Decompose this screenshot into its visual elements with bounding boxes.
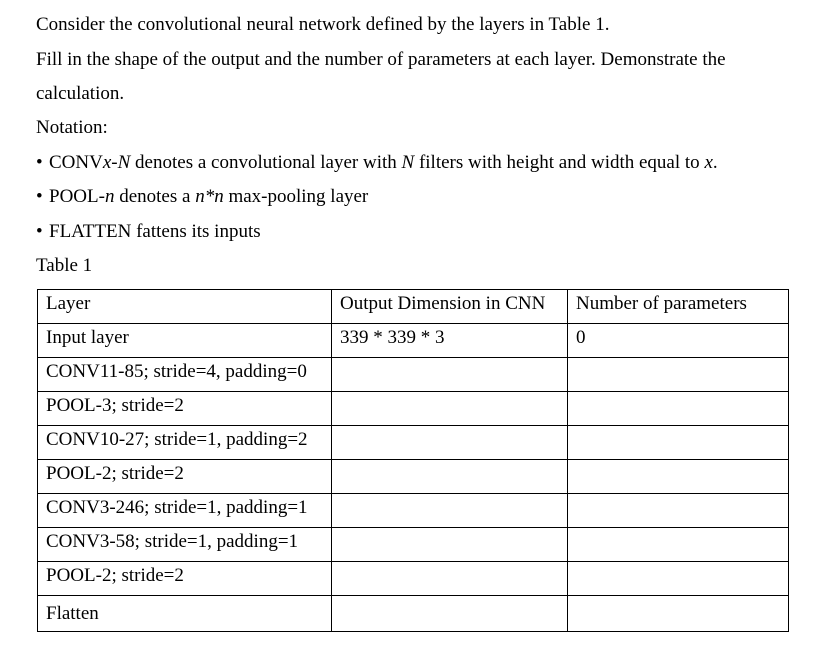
cell-parameters[interactable]: [568, 426, 789, 460]
bullet-symbol: •: [36, 186, 43, 207]
table-row: [38, 426, 789, 460]
cell-layer: CONV3-58; stride=1, padding=1: [38, 528, 332, 562]
cell-parameters[interactable]: [568, 392, 789, 426]
bullet-pool: [36, 186, 368, 208]
bullet-pool-n: n: [104, 186, 115, 207]
intro-line-1: Consider the convolutional neural network defined by the layers in Table 1.: [36, 14, 610, 35]
bullet-symbol: •: [36, 221, 43, 242]
table-header-row: [38, 290, 789, 324]
table-row: [38, 392, 789, 426]
intro-line-2: Fill in the shape of the output and the number of parameters at each layer. Demonstrate the: [36, 49, 726, 70]
bullet-conv-dash: -: [111, 152, 118, 173]
header-layer: Layer: [38, 290, 332, 324]
bullet-conv-n: N: [401, 152, 415, 173]
cell-parameters[interactable]: 0: [568, 324, 789, 358]
table-row: [38, 562, 789, 596]
bullet-conv-x: x: [102, 152, 112, 173]
cell-parameters[interactable]: [568, 562, 789, 596]
table-row: [38, 460, 789, 494]
bullet-conv-text: filters with height and width equal to: [414, 152, 705, 173]
table-row: [38, 358, 789, 392]
cell-layer: POOL-3; stride=2: [38, 392, 332, 426]
header-number-of-parameters: Number of parameters: [568, 290, 789, 324]
bullet-flatten: [36, 221, 261, 243]
table-caption: Table 1: [36, 255, 93, 276]
cell-output-dimension[interactable]: 339 * 339 * 3: [332, 324, 568, 358]
notation-label: Notation:: [36, 117, 108, 138]
cell-parameters[interactable]: [568, 460, 789, 494]
header-output-dimension: Output Dimension in CNN: [332, 290, 568, 324]
cell-layer: Input layer: [38, 324, 332, 358]
cell-layer: CONV11-85; stride=4, padding=0: [38, 358, 332, 392]
bullet-pool-text: denotes a: [114, 186, 196, 207]
bullet-conv-n: N: [117, 152, 131, 173]
cell-parameters[interactable]: [568, 494, 789, 528]
cell-layer: CONV10-27; stride=1, padding=2: [38, 426, 332, 460]
bullet-symbol: •: [36, 152, 43, 173]
cell-layer: POOL-2; stride=2: [38, 460, 332, 494]
cell-layer: CONV3-246; stride=1, padding=1: [38, 494, 332, 528]
table-row: [38, 494, 789, 528]
cell-output-dimension[interactable]: [332, 596, 568, 632]
bullet-flatten-text: FLATTEN fattens its inputs: [49, 221, 261, 242]
cell-output-dimension[interactable]: [332, 358, 568, 392]
table-row: [38, 596, 789, 632]
cell-output-dimension[interactable]: [332, 460, 568, 494]
cell-layer: Flatten: [38, 596, 332, 632]
cell-output-dimension[interactable]: [332, 494, 568, 528]
cell-output-dimension[interactable]: [332, 426, 568, 460]
bullet-conv-text: CONV: [49, 152, 103, 173]
cell-output-dimension[interactable]: [332, 392, 568, 426]
cell-parameters[interactable]: [568, 528, 789, 562]
table-row: [38, 324, 789, 358]
bullet-conv-text: denotes a convolutional layer with: [130, 152, 402, 173]
cell-output-dimension[interactable]: [332, 528, 568, 562]
bullet-pool-text: POOL-: [49, 186, 105, 207]
cell-parameters[interactable]: [568, 596, 789, 632]
bullet-conv-x: x: [704, 152, 713, 173]
layers-table: [37, 289, 789, 632]
cell-parameters[interactable]: [568, 358, 789, 392]
intro-line-3: calculation.: [36, 83, 125, 104]
cell-output-dimension[interactable]: [332, 562, 568, 596]
bullet-conv: [36, 152, 718, 174]
bullet-pool-nn: n*n: [195, 186, 224, 207]
bullet-conv-period: .: [712, 152, 718, 173]
cell-layer: POOL-2; stride=2: [38, 562, 332, 596]
table-row: [38, 528, 789, 562]
bullet-pool-text: max-pooling layer: [223, 186, 369, 207]
